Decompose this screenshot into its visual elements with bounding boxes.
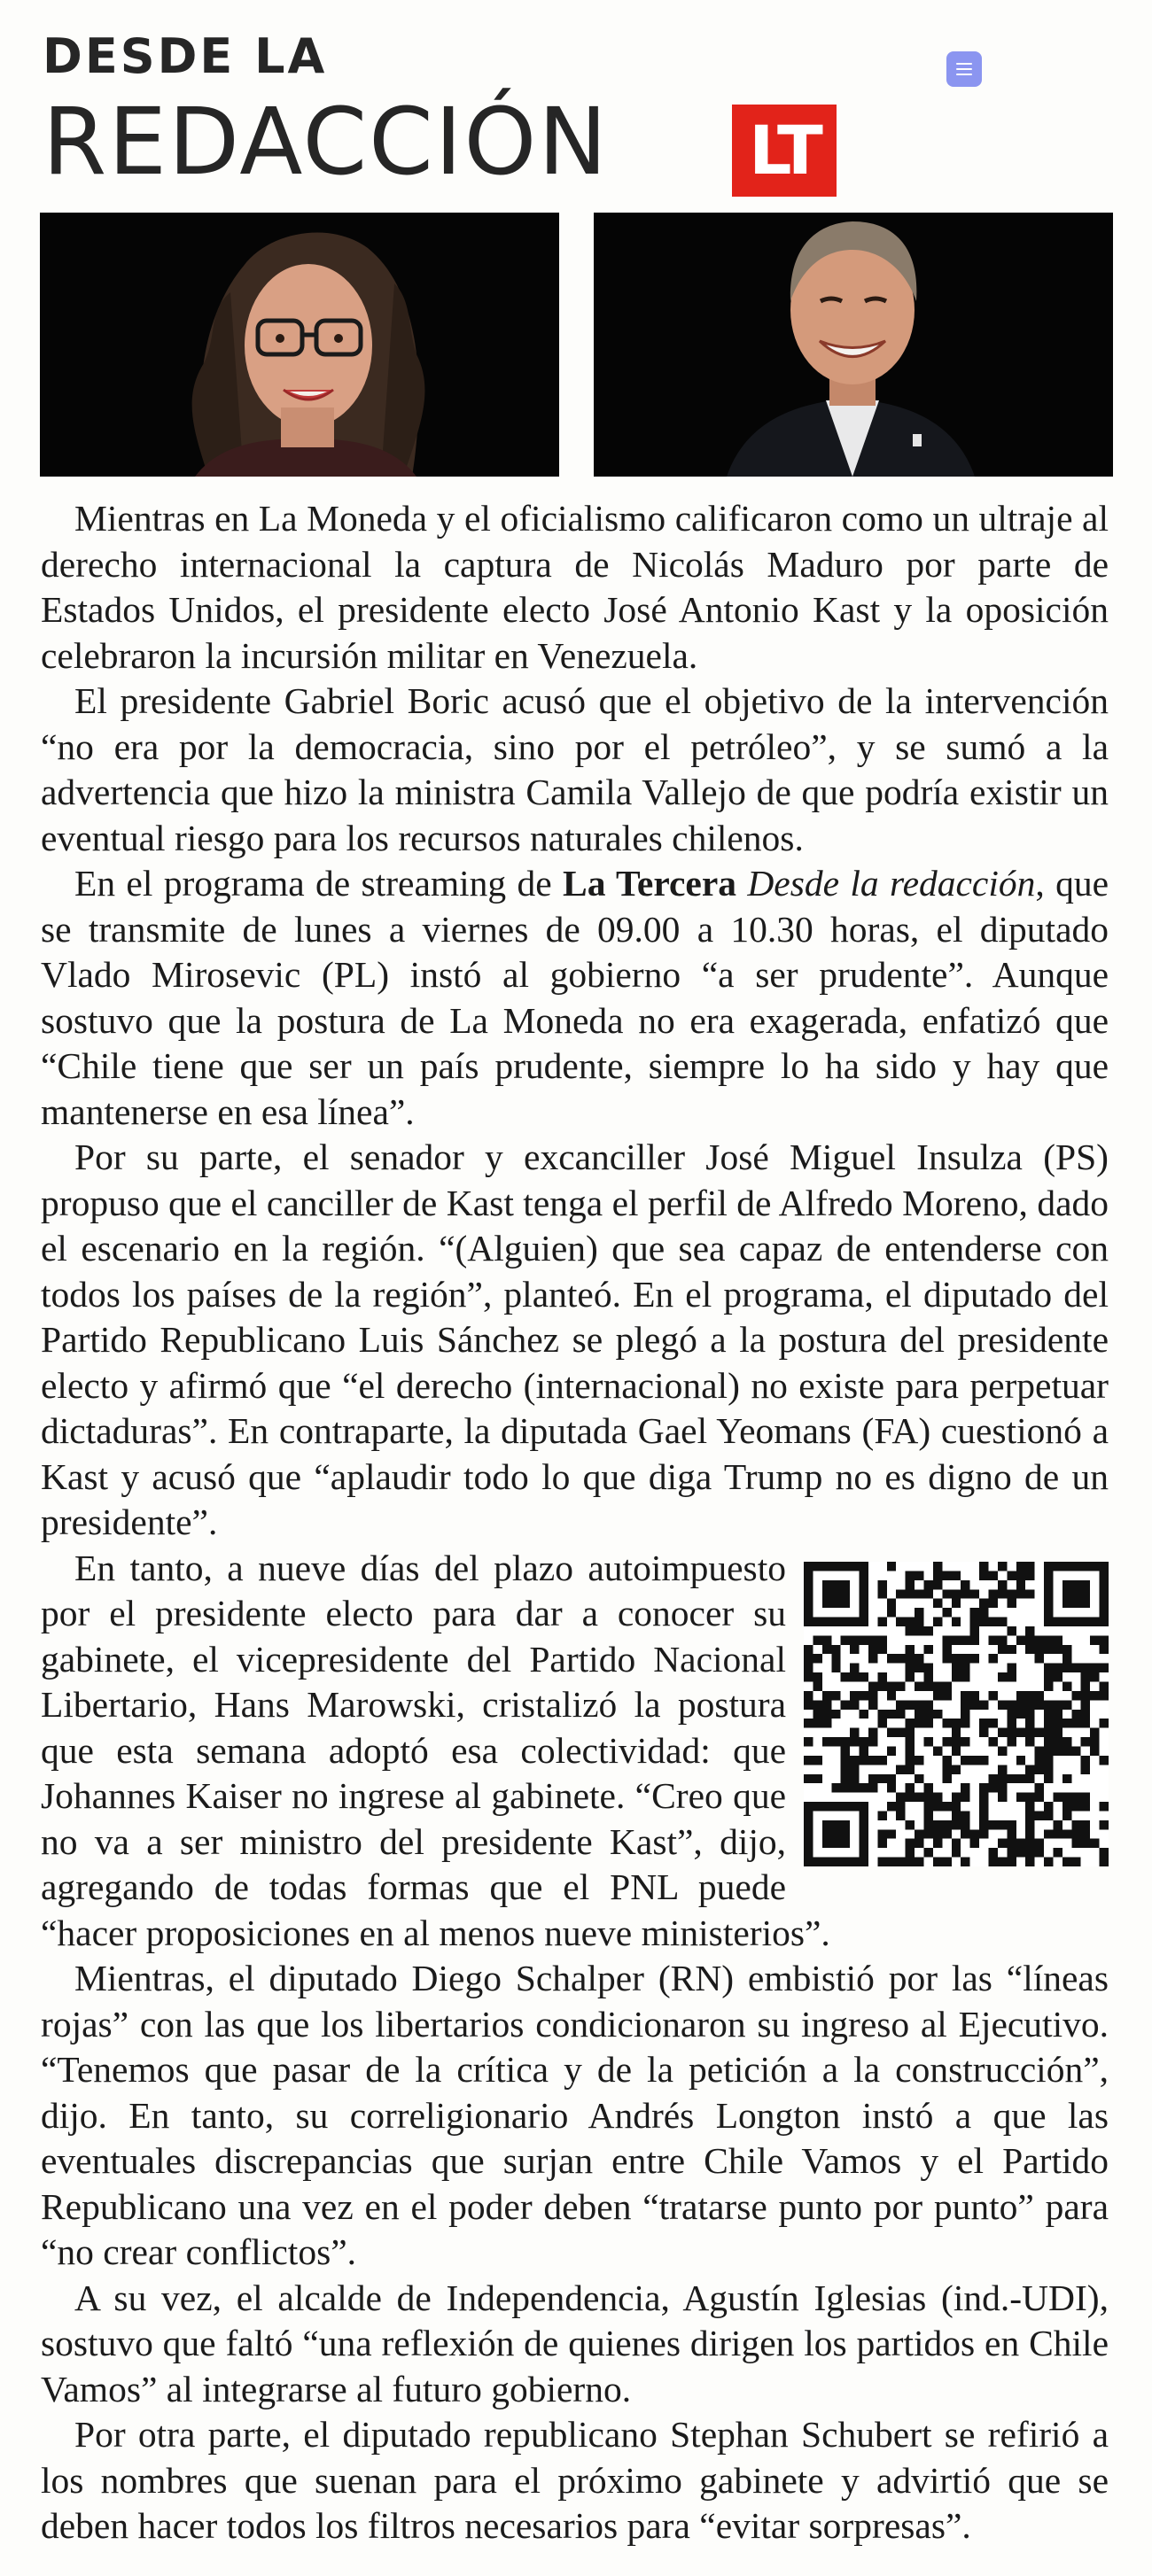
portrait-man-image <box>594 213 1113 477</box>
menu-icon-line <box>956 68 972 70</box>
article-text: , que se transmite de lunes a viernes de 09.00 a 10.30 horas, el diputado Vlado Mirosevic (PL) instó al gobierno “a ser prudente”. Aunque sostuvo que la postura de La Moneda no era exagerada, enfatizó que “Chile tiene que ser un país prudente, siempre lo ha sido y hay que mantenerse en esa línea”. <box>41 863 1109 1132</box>
portrait-woman-image <box>40 213 559 477</box>
article-paragraph: Por su parte, el senador y excanciller José Miguel Insulza (PS) propuso que el canciller de Kast tenga el perfil de Alfredo Moreno, dado el escenario en la región. “(Alguien) que sea capaz de entenderse con todos los países de la región”, planteó. En el programa, el diputado del Partido Republicano Luis Sánchez se plegó a la postura del presidente electo y afirmó que “el derecho (internacional) no existe para perpetuar dictaduras”. En contraparte, la diputada Gael Yeomans (FA) cuestionó a Kast y acusó que “aplaudir todo lo que diga Trump no es digno de un presidente”. <box>41 1137 1109 1542</box>
article-paragraph: Mientras, el diputado Diego Schalper (RN) embistió por las “líneas rojas” con las que los libertarios condicionaron su ingreso al Ejecutivo. “Tenemos que pasar de la crítica y de la petición a la construcción”, dijo. En tanto, su correligionario Andrés Longton instó a que las eventuales discrepancias que surjan entre Chile Vamos y el Partido Republicano una vez en el poder deben “tratarse punto por punto” para “no crear conflictos”. <box>41 1958 1109 2272</box>
masthead-header <box>43 27 1106 195</box>
article-paragraph <box>41 861 1109 1135</box>
article-paragraph <box>41 679 1109 861</box>
article-paragraph: Mientras en La Moneda y el oficialismo calificaron como un ultraje al derecho internacional la captura de Nicolás Maduro por parte de Estados Unidos, el presidente electo José Antonio Kast y la oposición celebraron la incursión militar en Venezuela. <box>41 498 1109 676</box>
publication-name: La Tercera <box>563 863 736 904</box>
article-paragraph: Por otra parte, el diputado republicano Stephan Schubert se refirió a los nombres que suenan para el próximo gabinete y advirtió que se deben hacer todos los filtros necesarios para “evitar sorpresas”. <box>41 2414 1109 2546</box>
qr-code-icon[interactable] <box>804 1562 1109 1866</box>
article-paragraph: A su vez, el alcalde de Independencia, Agustín Iglesias (ind.-UDI), sostuvo que faltó “una reflexión de quienes dirigen los partidos en Chile Vamos” al integrarse al futuro gobierno. <box>41 2277 1109 2409</box>
portrait-photo-left <box>40 213 559 477</box>
menu-icon <box>956 63 972 65</box>
article-paragraph <box>41 1546 1109 1957</box>
menu-icon-line <box>956 74 972 75</box>
article-body <box>41 496 1109 2549</box>
menu-button[interactable] <box>946 51 982 87</box>
article-text: En tanto, a nueve días del plazo autoimpuesto por el presidente electo para dar a conocer su gabinete, el vicepresidente del Partido Nacional Libertario, Hans Marowski, cristalizó la postura que esta semana adoptó esa colectividad: que Johannes Kaiser no ingrese al gabinete. “Creo que no va a ser ministro del presidente Kast”, dijo, agregando de todas formas que el PNL puede “hacer proposiciones en al menos nueve ministerios”. <box>41 1547 830 1953</box>
masthead-kicker: DESDE LA <box>43 28 328 84</box>
portrait-photo-right <box>594 213 1113 477</box>
masthead-title: REDACCIÓN <box>43 88 610 196</box>
article-text: En el programa de streaming de <box>74 863 564 904</box>
la-tercera-logo: LT <box>732 105 837 197</box>
article-text: El presidente Gabriel Boric acusó que el objetivo de la intervención “no era por la democracia, sino por el petróleo”, y se sumó a la advertencia que hizo la ministra Camila Vallejo de que podría existir un eventual riesgo para los recursos naturales chilenos. <box>41 680 1109 858</box>
article-text <box>736 863 747 904</box>
program-name: Desde la redacción <box>747 863 1036 904</box>
